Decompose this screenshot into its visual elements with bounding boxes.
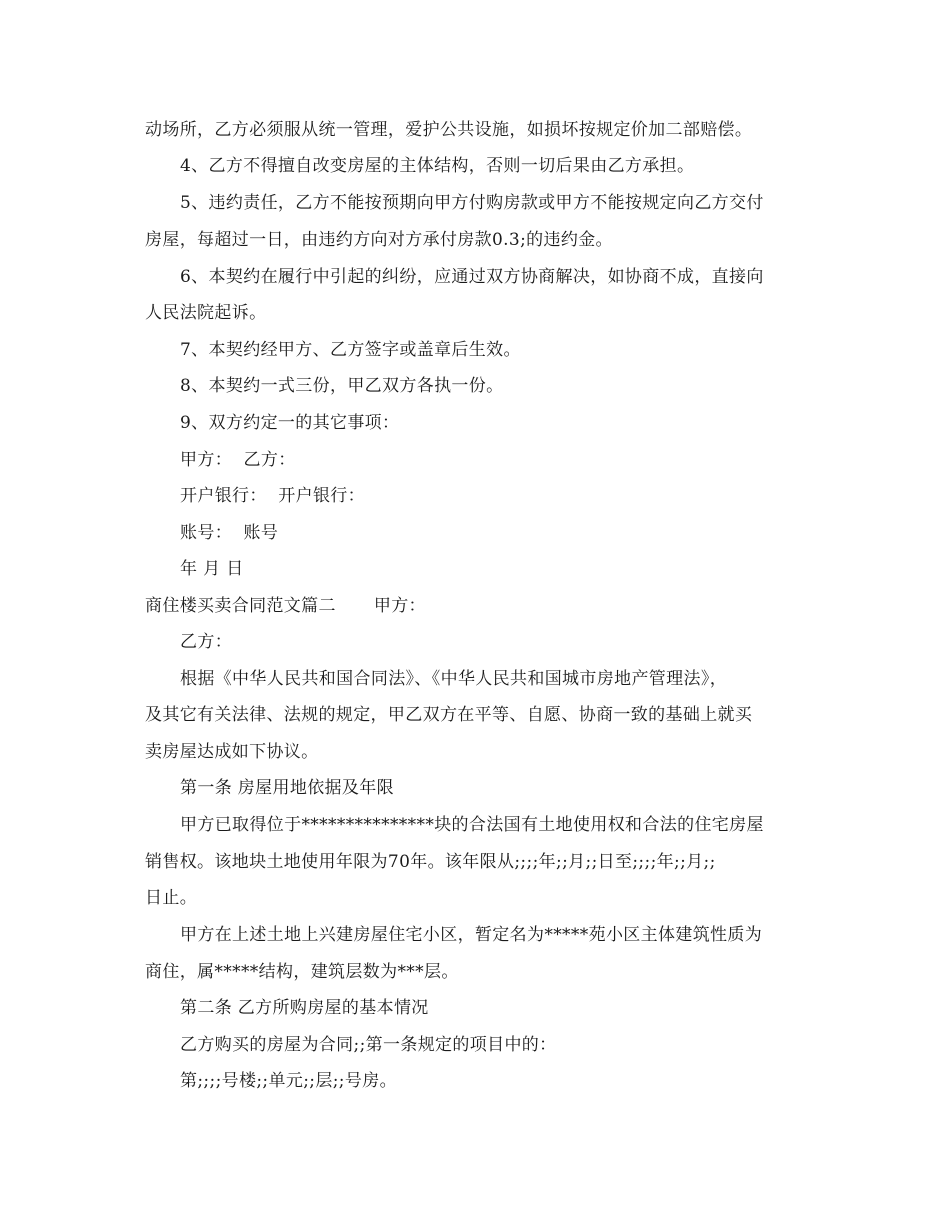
- clause-8: 8、本契约一式三份，甲乙双方各执一份。: [180, 376, 504, 396]
- article-1-heading: 第一条 房屋用地依据及年限: [180, 778, 394, 798]
- paragraph-line: 根据《中华人民共和国合同法》、《中华人民共和国城市房地产管理法》，: [180, 669, 728, 689]
- date-line: 年 月 日: [180, 559, 244, 579]
- paragraph-line: 及其它有关法律、法规的规定，甲乙双方在平等、自愿、协商一致的基础上就买: [145, 705, 753, 725]
- party-a-label: 甲方：: [373, 596, 426, 616]
- party-b-label: 乙方：: [180, 632, 233, 652]
- article-2-heading: 第二条 乙方所购房屋的基本情况: [180, 998, 429, 1018]
- paragraph-line: 日止。: [145, 888, 198, 908]
- paragraph-line: 商住，属*****结构，建筑层数为***层。: [145, 962, 459, 982]
- clause-5: 5、违约责任，乙方不能按预期向甲方付购房款或甲方不能按规定向乙方交付: [180, 193, 764, 213]
- paragraph-line: 甲方在上述土地上兴建房屋住宅小区，暂定名为*****苑小区主体建筑性质为: [180, 925, 763, 945]
- account-line: 账号： 账号: [180, 523, 279, 543]
- paragraph-line: 第;;;;号楼;;单元;;层;;号房。: [180, 1071, 397, 1091]
- paragraph-line: 卖房屋达成如下协议。: [145, 742, 319, 762]
- paragraph-line: 动场所，乙方必须服从统一管理，爱护公共设施，如损坏按规定价加二部赔偿。: [145, 120, 753, 140]
- section-title: 商住楼买卖合同范文篇二: [145, 596, 336, 616]
- bank-line: 开户银行： 开户银行：: [180, 486, 366, 506]
- party-signature-line: 甲方： 乙方：: [180, 450, 296, 470]
- section-heading-row: [145, 596, 426, 616]
- paragraph-line: 甲方已取得位于***************块的合法国有土地使用权和合法的住宅房屋: [180, 815, 764, 835]
- paragraph-line: 人民法院起诉。: [145, 303, 267, 323]
- clause-9: 9、双方约定一的其它事项：: [180, 413, 400, 433]
- paragraph-line: 房屋，每超过一日，由违约方向对方承付房款0.3;的违约金。: [145, 230, 613, 250]
- clause-7: 7、本契约经甲方、乙方签字或盖章后生效。: [180, 340, 521, 360]
- paragraph-line: 乙方购买的房屋为合同;;第一条规定的项目中的：: [180, 1035, 557, 1055]
- clause-6: 6、本契约在履行中引起的纠纷，应通过双方协商解决，如协商不成，直接向: [180, 267, 764, 287]
- paragraph-line: 销售权。该地块土地使用年限为70年。该年限从;;;;年;;月;;日至;;;;年;;月;;: [145, 852, 716, 872]
- clause-4: 4、乙方不得擅自改变房屋的主体结构，否则一切后果由乙方承担。: [180, 156, 695, 176]
